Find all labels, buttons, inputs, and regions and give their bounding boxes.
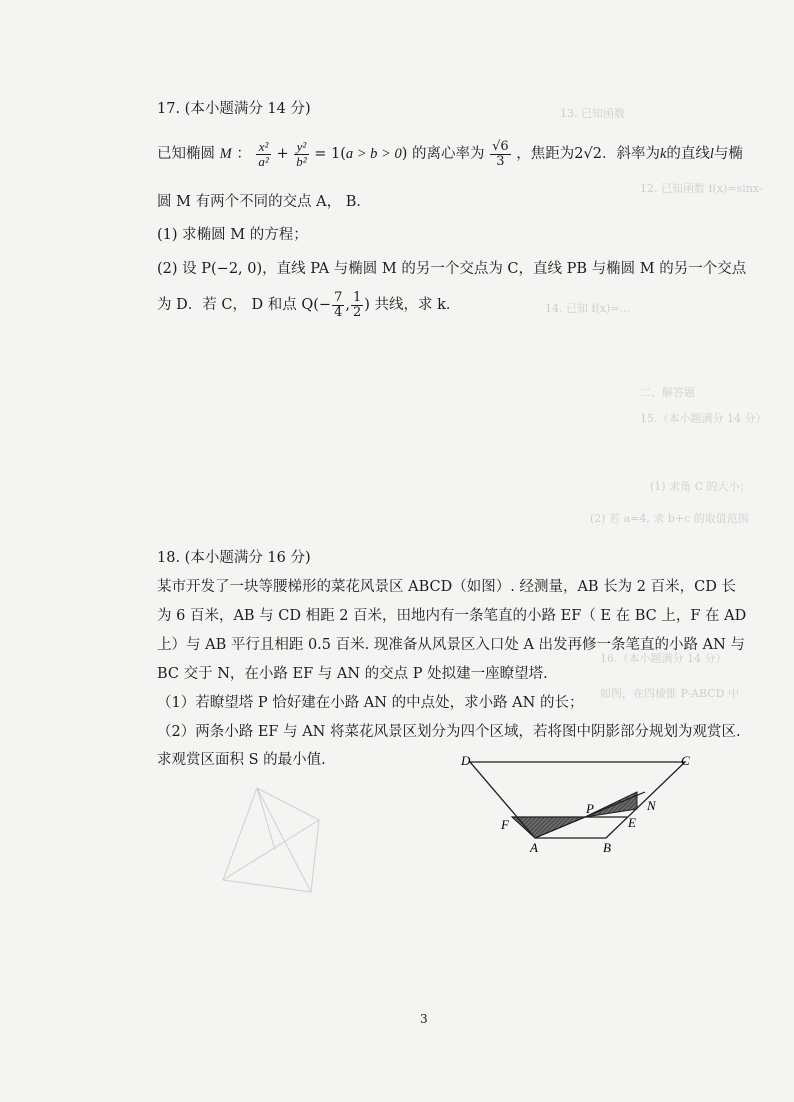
q-x-fraction xyxy=(332,291,344,319)
q17-text-e: 的直线 xyxy=(666,146,710,163)
q17-part2-line2 xyxy=(157,291,460,319)
b-squared: b² xyxy=(296,153,307,169)
colon: ： xyxy=(236,146,251,163)
label-n: N xyxy=(647,798,656,813)
q17-part2-line1: (2) 设 P(−2, 0)，直线 PA 与椭圆 M 的另一个交点为 C，直线 PB 与椭圆 M 的另一个交点 xyxy=(157,261,747,277)
a-squared: a² xyxy=(258,153,269,169)
q-y-num: 1 xyxy=(352,290,362,305)
shaded-region-left xyxy=(512,817,585,838)
q18-stem-line3: 上）与 AB 平行且相距 0.5 百米. 现准备从风景区入口处 A 出发再修一条笔直的小路 AN 与 xyxy=(157,637,745,653)
q18-sub1: （1）若瞭望塔 P 恰好建在小路 AN 的中点处，求小路 AN 的长； xyxy=(157,695,584,711)
bleed-figure xyxy=(215,780,325,900)
q18-stem-line4: BC 交于 N，在小路 EF 与 AN 的交点 P 处拟建一座瞭望塔. xyxy=(157,666,548,682)
q-y-fraction xyxy=(351,291,363,319)
q17-p2b-text1: 为 D．若 C， D 和点 Q(− xyxy=(157,297,332,314)
q-comma: , xyxy=(345,297,350,314)
focal-length: 2√2 xyxy=(574,146,602,163)
ellipse-name: M xyxy=(219,146,232,163)
q17-text-f: 与椭 xyxy=(713,146,743,163)
ab-condition: a > b > 0 xyxy=(345,146,402,163)
bleed-text-7: (2) 若 a=4, 求 b+c 的取值范围 xyxy=(590,512,749,525)
q17-text-d: ．斜率为 xyxy=(601,146,660,163)
q18-sub2-line2: 求观赏区面积 S 的最小值. xyxy=(157,752,326,768)
q-x-den: 4 xyxy=(334,304,343,320)
bleed-text-3: 14. 已知 f(x)=… xyxy=(545,302,631,315)
q17-p2b-text2: ) 共线，求 k． xyxy=(364,297,461,314)
label-e: E xyxy=(628,815,636,830)
q17-text-c: ，焦距为 xyxy=(516,146,575,163)
bleed-text-2: 12. 已知函数 f(x)=sinx- xyxy=(640,182,763,195)
q18-stem-line2: 为 6 百米，AB 与 CD 相距 2 百米，田地内有一条笔直的小路 EF（ E 在 BC 上，F 在 AD xyxy=(157,608,747,624)
q-y-den: 2 xyxy=(352,304,362,320)
q18-sub2-line1: （2）两条小路 EF 与 AN 将菜花风景区划分为四个区域，若将图中阴影部分规划为观赏区. xyxy=(157,724,741,740)
x-squared: x² xyxy=(256,140,270,155)
label-a: A xyxy=(530,840,538,855)
fraction-x2-a2 xyxy=(256,140,270,168)
eccentricity-num: √6 xyxy=(492,139,509,154)
label-f: F xyxy=(501,817,509,832)
q17-header: 17. (本小题满分 14 分) xyxy=(157,101,311,117)
q17-stem-line2: 圆 M 有两个不同的交点 A， B． xyxy=(157,194,371,210)
eccentricity-fraction xyxy=(490,140,511,168)
bleed-text-4: 二、解答题 xyxy=(640,386,695,399)
q17-part1: (1) 求椭圆 M 的方程； xyxy=(157,227,308,243)
bleed-text-8: 16.（本小题满分 14 分） xyxy=(600,652,727,665)
q18-header: 18. (本小题满分 16 分) xyxy=(157,550,311,566)
bleed-text-5: 15.（本小题满分 14 分） xyxy=(640,412,767,425)
label-d: D xyxy=(461,753,471,768)
q-x-num: 7 xyxy=(334,290,343,305)
label-p: P xyxy=(586,801,594,816)
equals-one: = 1( xyxy=(314,146,346,163)
label-b: B xyxy=(603,840,611,855)
bleed-text-1: 13. 已知函数 xyxy=(560,107,625,120)
q17-text-b: ) 的离心率为 xyxy=(401,146,485,163)
page-number: 3 xyxy=(420,1012,428,1026)
q17-text-a: 已知椭圆 xyxy=(157,146,215,163)
slope-k: k xyxy=(659,146,667,163)
eccentricity-den: 3 xyxy=(496,153,505,169)
trapezoid-figure xyxy=(455,745,715,860)
y-squared: y² xyxy=(294,140,308,155)
bleed-text-6: (1) 求角 C 的大小； xyxy=(650,480,751,493)
label-c: C xyxy=(681,753,690,768)
q17-stem-line1 xyxy=(157,140,743,168)
line-l: l xyxy=(709,146,714,163)
plus-sign: + xyxy=(276,146,289,163)
fraction-y2-b2 xyxy=(294,140,308,168)
bleed-text-9: 如图，在四棱锥 P-ABCD 中 xyxy=(600,687,739,700)
q18-stem-line1: 某市开发了一块等腰梯形的菜花风景区 ABCD（如图）. 经测量，AB 长为 2 百米，CD 长 xyxy=(157,579,736,595)
